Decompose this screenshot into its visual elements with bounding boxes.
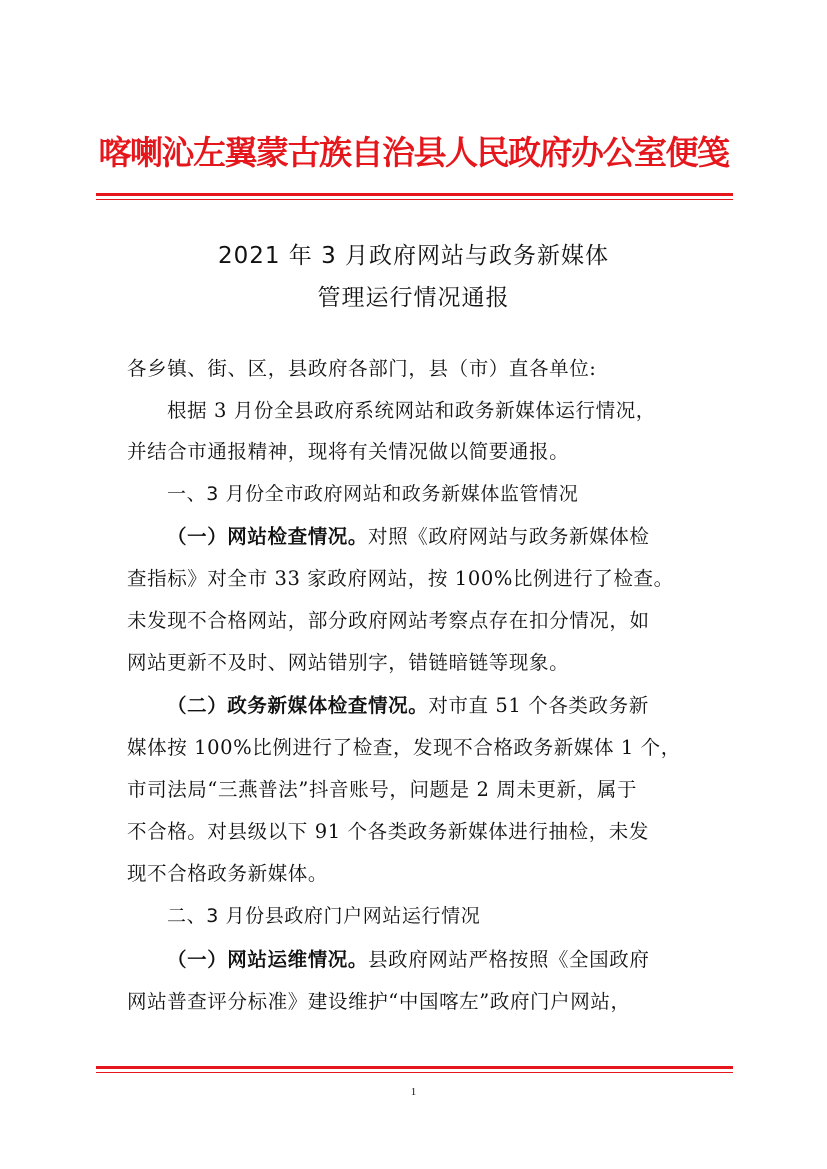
document-title-line-2: 管理运行情况通报	[317, 285, 510, 311]
intro-line-2: 并结合市通报精神，现将有关情况做以简要通报。	[127, 440, 570, 463]
section-1-para-2-line-2: 媒体按 100%比例进行了检查，发现不合格政务新媒体 1 个，	[127, 736, 681, 759]
section-1-para-2-line-4: 不合格。对县级以下 91 个各类政务新媒体进行抽检，未发	[127, 820, 650, 843]
intro-line-1: 根据 3 月份全县政府系统网站和政务新媒体运行情况，	[167, 399, 656, 422]
section-1-para-2-line-5: 现不合格政务新媒体。	[127, 862, 329, 885]
section-2-para-1-line-2: 网站普查评分标准》建设维护“中国喀左”政府门户网站，	[127, 990, 631, 1013]
section-1-para-1-line-4: 网站更新不及时、网站错别字，错链暗链等现象。	[127, 651, 570, 674]
section-1-para-1-lead: （一）网站检查情况。	[167, 525, 369, 548]
section-1-para-1-line-1	[167, 517, 703, 557]
letterhead-title: 喀喇沁左翼蒙古族自治县人民政府办公室便笺	[98, 133, 729, 172]
section-2-para-1-lead: （一）网站运维情况。	[167, 948, 369, 971]
section-2-para-1-line-1	[167, 940, 703, 980]
section-1-para-1-line-2: 查指标》对全市 33 家政府网站，按 100%比例进行了检查。	[127, 567, 674, 590]
footer-rule-thick	[96, 1066, 733, 1069]
page-number: 1	[410, 1086, 417, 1098]
salutation: 各乡镇、街、区，县政府各部门，县（市）直各单位:	[127, 357, 597, 380]
document-body	[127, 0, 703, 1169]
section-1-para-1-text: 对照《政府网站与政务新媒体检	[368, 525, 650, 548]
section-1-para-2-lead: （二）政务新媒体检查情况。	[167, 694, 429, 717]
section-1-para-1-line-3: 未发现不合格网站，部分政府网站考察点存在扣分情况，如	[127, 609, 650, 632]
section-1-para-2-line-1	[167, 686, 703, 726]
section-1-para-2-text: 对市直 51 个各类政务新	[428, 694, 649, 717]
section-2-heading: 二、3 月份县政府门户网站运行情况	[167, 905, 481, 927]
footer-rule-thin	[96, 1072, 733, 1073]
section-1-heading: 一、3 月份全市政府网站和政务新媒体监管情况	[167, 483, 579, 505]
section-2-para-1-text: 县政府网站严格按照《全国政府	[368, 948, 650, 971]
section-1-para-2-line-3: 市司法局“三燕普法”抖音账号，问题是 2 周未更新，属于	[127, 778, 638, 801]
document-title-line-1: 2021 年 3 月政府网站与政务新媒体	[217, 243, 610, 269]
